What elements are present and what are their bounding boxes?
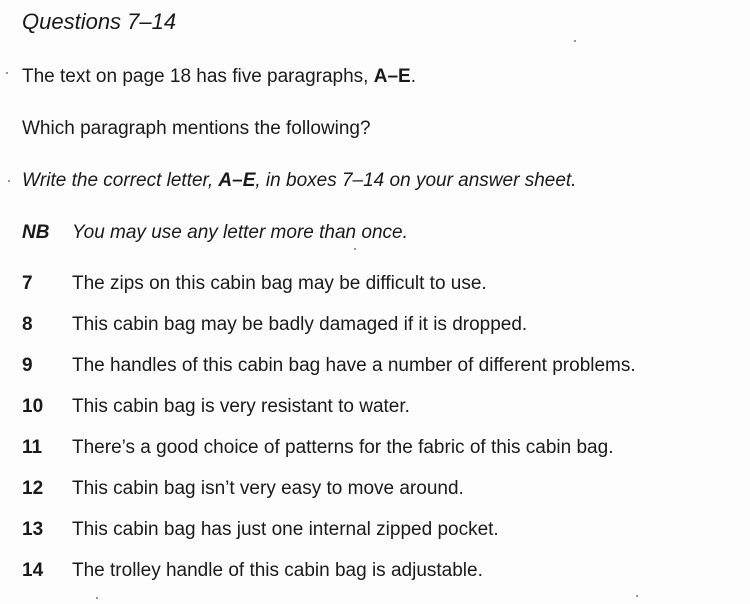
instruction-write-end: , in boxes 7–14 on your answer sheet. bbox=[255, 170, 577, 191]
instruction-write bbox=[22, 168, 576, 194]
question-item bbox=[22, 394, 410, 420]
section-heading: Questions 7–14 bbox=[22, 9, 177, 34]
nb-text: You may use any letter more than once. bbox=[72, 222, 408, 243]
scan-speck bbox=[636, 595, 638, 597]
question-number: 14 bbox=[22, 560, 44, 581]
intro-line-paragraphs bbox=[22, 64, 416, 90]
instruction-write-start: Write the correct letter, bbox=[22, 170, 219, 191]
question-number: 9 bbox=[22, 355, 33, 376]
question-item bbox=[22, 435, 613, 461]
question-text: The zips on this cabin bag may be difficult to use. bbox=[72, 273, 487, 294]
question-item bbox=[22, 476, 464, 502]
question-text: The trolley handle of this cabin bag is adjustable. bbox=[72, 560, 483, 581]
question-number: 12 bbox=[22, 478, 44, 499]
question-number: 11 bbox=[22, 437, 43, 458]
scan-speck bbox=[354, 248, 356, 250]
instruction-question: Which paragraph mentions the following? bbox=[22, 118, 371, 139]
nb-label: NB bbox=[22, 222, 50, 243]
question-item bbox=[22, 353, 636, 379]
scan-speck bbox=[8, 180, 10, 182]
question-text: This cabin bag has just one internal zipped pocket. bbox=[72, 519, 499, 540]
scan-speck bbox=[574, 40, 576, 42]
question-number: 8 bbox=[22, 314, 33, 335]
question-text: There’s a good choice of patterns for the fabric of this cabin bag. bbox=[72, 437, 614, 458]
question-number: 7 bbox=[22, 273, 33, 294]
question-text: The handles of this cabin bag have a number of different problems. bbox=[72, 355, 636, 376]
question-item bbox=[22, 312, 527, 338]
question-item bbox=[22, 517, 499, 543]
question-item bbox=[22, 558, 483, 584]
question-text: This cabin bag is very resistant to water. bbox=[72, 396, 410, 417]
question-item bbox=[22, 271, 487, 297]
instruction-write-range: A–E bbox=[218, 170, 256, 191]
scan-speck bbox=[6, 72, 8, 74]
question-text: This cabin bag isn’t very easy to move around. bbox=[72, 478, 464, 499]
question-text: This cabin bag may be badly damaged if it is dropped. bbox=[72, 314, 528, 335]
intro-text: The text on page 18 has five paragraphs, bbox=[22, 66, 374, 87]
intro-end: . bbox=[410, 66, 416, 87]
question-number: 10 bbox=[22, 396, 44, 417]
nb-note bbox=[22, 220, 408, 246]
scan-speck bbox=[96, 597, 98, 599]
intro-range: A–E bbox=[373, 66, 411, 87]
question-number: 13 bbox=[22, 519, 44, 540]
